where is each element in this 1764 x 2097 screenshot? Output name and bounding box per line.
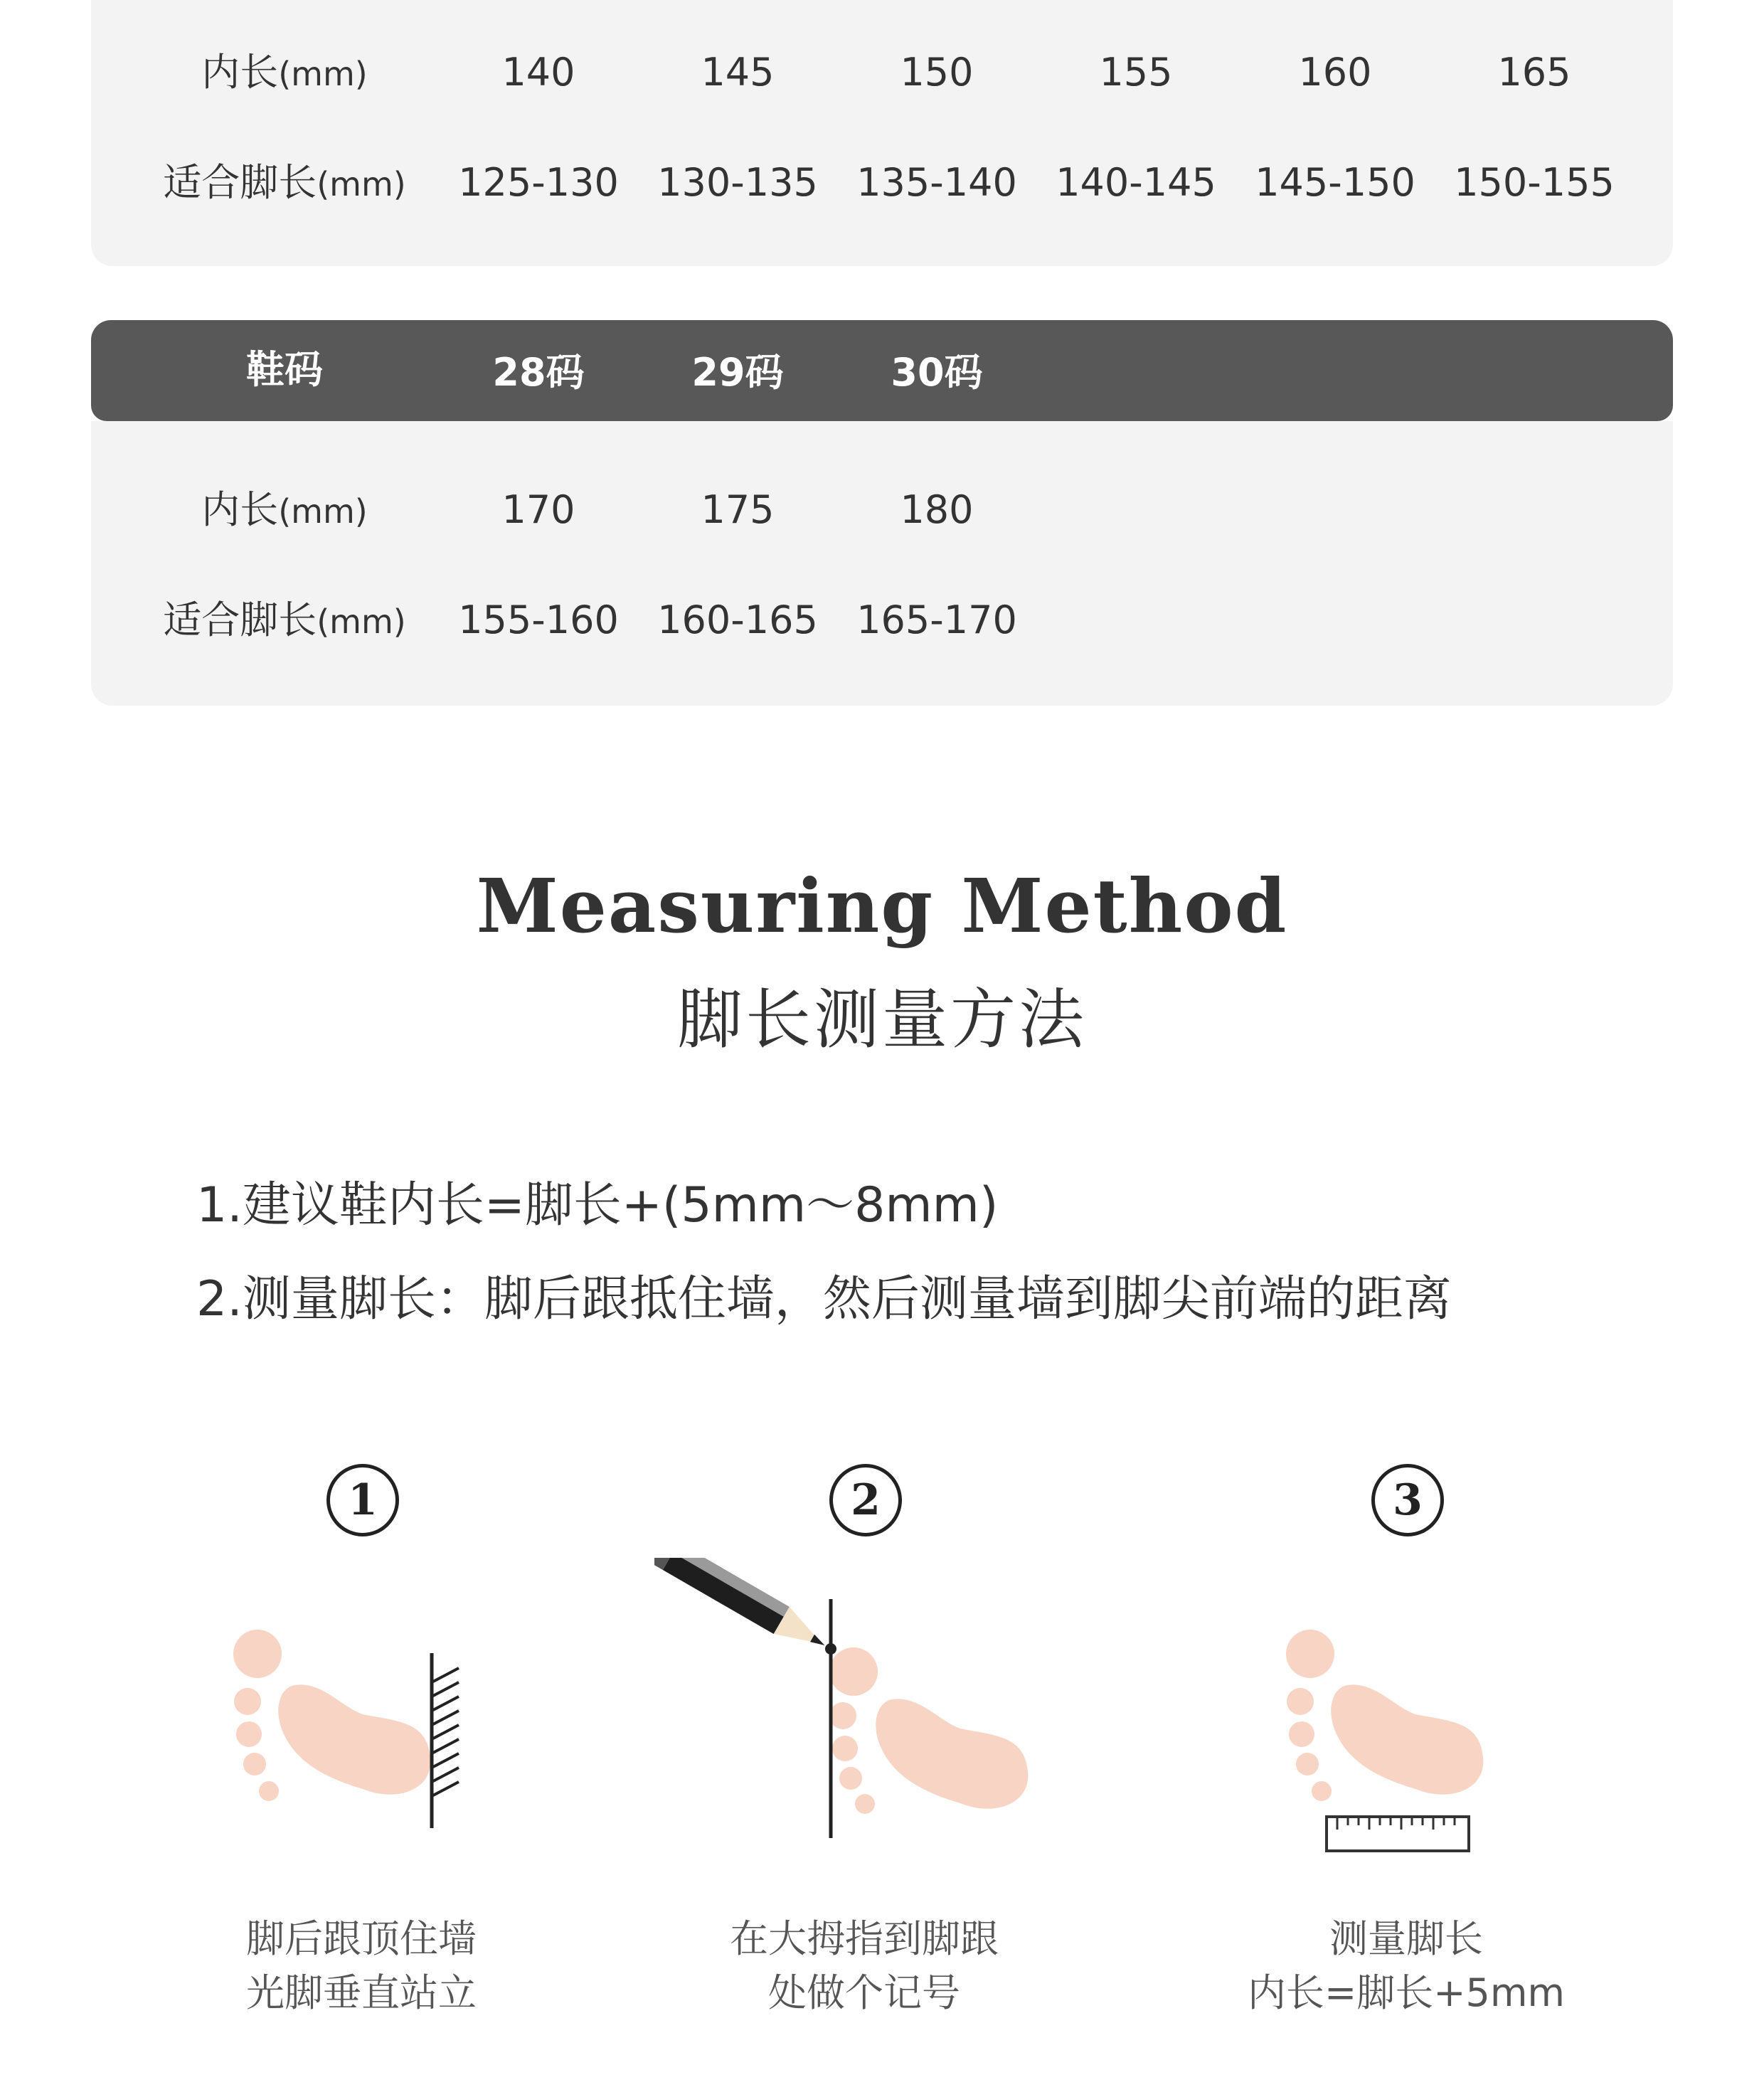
step-2-caption-line1: 在大拇指到脚跟: [730, 1916, 999, 1961]
step-2-number: 2: [829, 1464, 902, 1536]
shoe-size-label: 鞋码: [246, 347, 323, 392]
size-header-cell: 30码: [891, 350, 983, 395]
ruler-foot-icon: [1266, 1615, 1508, 1871]
table-cell: 170: [501, 487, 575, 532]
table-cell: 180: [900, 487, 974, 532]
table-cell: 150-155: [1454, 160, 1615, 205]
table-cell: 130-135: [657, 160, 818, 205]
table-cell: 175: [701, 487, 775, 532]
step-3-caption-line1: 测量脚长: [1329, 1916, 1483, 1961]
inner-length-label: 内长(mm): [201, 50, 368, 95]
step-3-caption-line2: 内长=脚长+5mm: [1247, 1970, 1566, 2015]
inner-length-label: 内长(mm): [201, 487, 368, 532]
step-2-caption-line2: 处做个记号: [768, 1970, 960, 2015]
fit-length-label: 适合脚长(mm): [163, 598, 406, 642]
table-cell: 160: [1298, 50, 1372, 95]
table-cell: 135-140: [856, 160, 1017, 205]
tip-2: 2.测量脚长：脚后跟抵住墙，然后测量墙到脚尖前端的距离: [196, 1271, 1452, 1327]
table-cell: 150: [900, 50, 974, 95]
size-table-1: [91, 0, 1673, 266]
table-cell: 165-170: [856, 598, 1017, 642]
foot-against-wall-icon: [213, 1615, 498, 1842]
table-cell: 160-165: [657, 598, 818, 642]
step-1-number: 1: [326, 1464, 399, 1536]
table-cell: 145-150: [1255, 160, 1415, 205]
table-cell: 145: [701, 50, 775, 95]
pencil-mark-icon: [654, 1558, 1038, 1842]
section-title-en: Measuring Method: [476, 862, 1288, 950]
size-header-cell: 28码: [492, 350, 585, 395]
tip-1: 1.建议鞋内长=脚长+(5mm～8mm): [196, 1177, 999, 1233]
table-cell: 125-130: [458, 160, 619, 205]
step-3-number: 3: [1371, 1464, 1444, 1536]
step-1-caption-line2: 光脚垂直站立: [246, 1970, 477, 2015]
size-header-cell: 29码: [691, 350, 784, 395]
size-table-2: [91, 421, 1673, 706]
table-cell: 165: [1497, 50, 1571, 95]
step-1-caption-line1: 脚后跟顶住墙: [246, 1916, 477, 1961]
fit-length-label: 适合脚长(mm): [163, 160, 406, 205]
table-cell: 155: [1099, 50, 1173, 95]
table-cell: 140-145: [1056, 160, 1216, 205]
section-title-cn: 脚长测量方法: [676, 982, 1087, 1058]
table-cell: 140: [501, 50, 575, 95]
table-cell: 155-160: [458, 598, 619, 642]
